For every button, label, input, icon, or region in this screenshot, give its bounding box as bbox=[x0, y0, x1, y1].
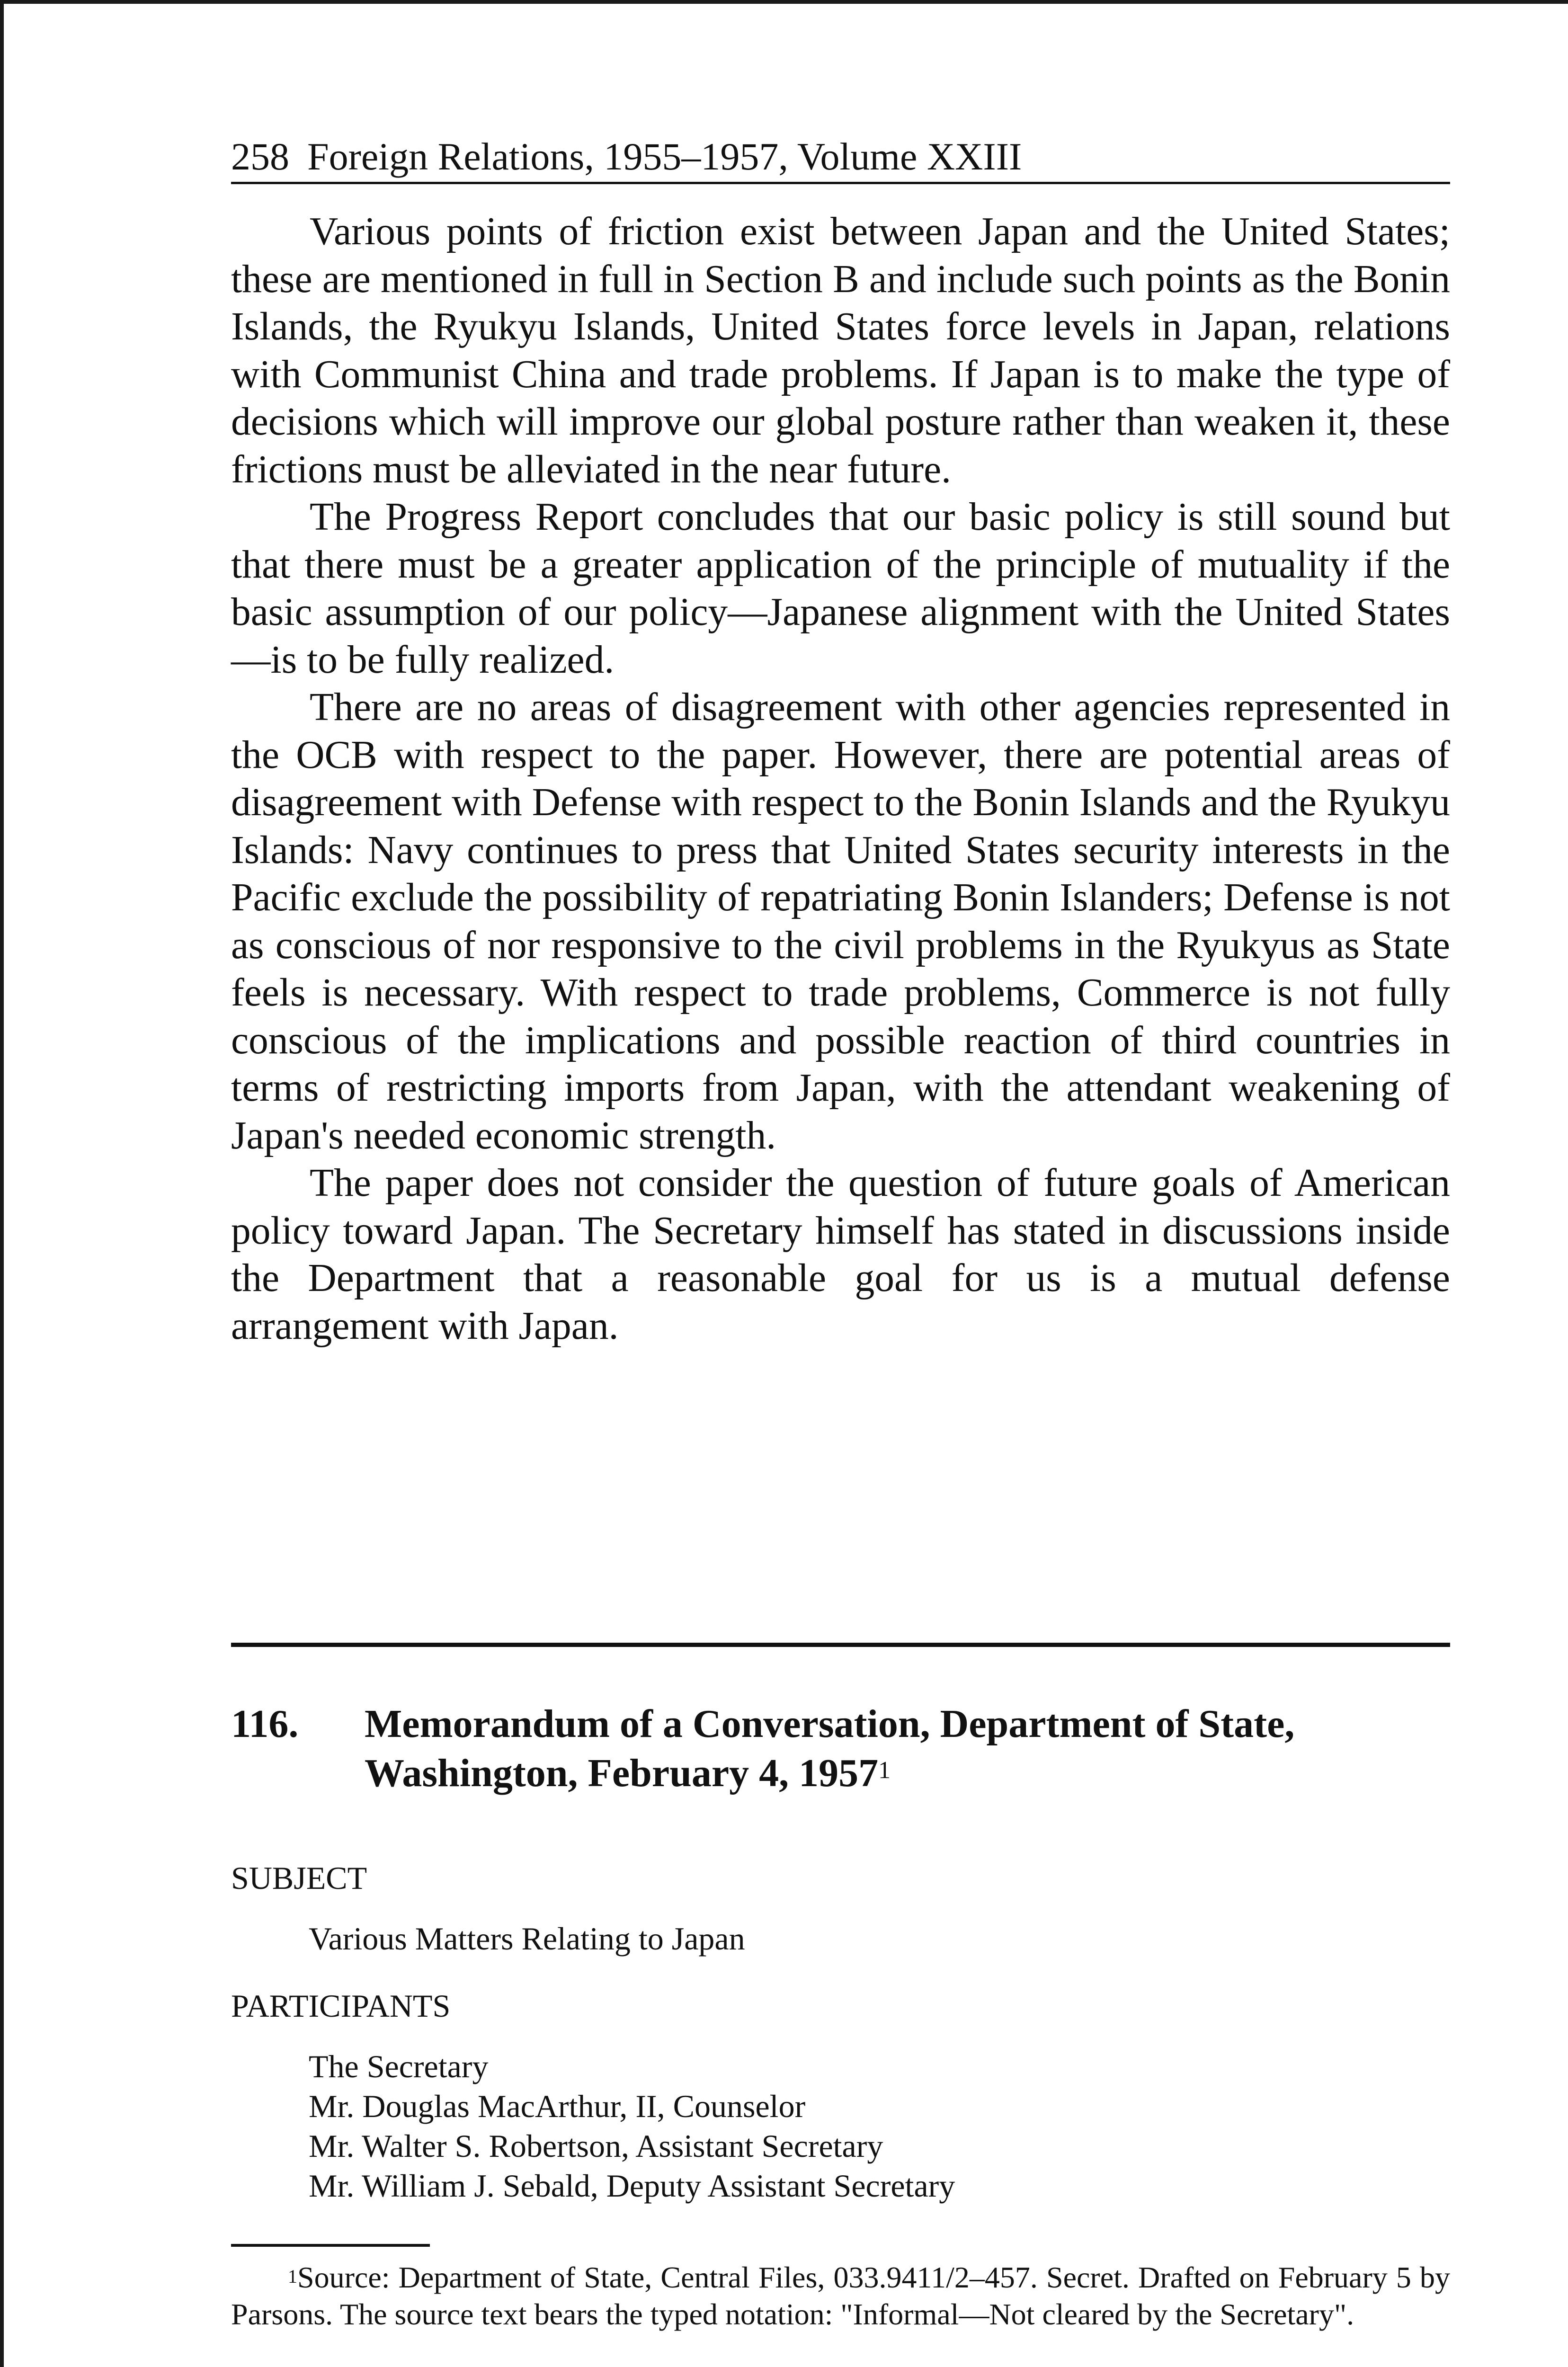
document-number: 116. bbox=[231, 1702, 299, 1746]
paragraph-4: The paper does not consider the question of future goals of American policy toward Japan. The Secretary himself has stated in discussions inside the Department that a reasonable goal for us is a mutual defense arrangement with Japan. bbox=[231, 1161, 1450, 1348]
footnote bbox=[231, 2259, 1450, 2333]
paragraph-3: There are no areas of disagreement with other agencies represented in the OCB with respect to the paper. However, there are potential areas of disagreement with Defense with respect to the Bonin Islands and the Ryukyu Islands: Navy continues to press that United States security interests in the Pacific exclude the possibility of repatriating Bonin Islanders; Defense is not as conscious of nor responsive to the civil problems in the Ryukyus as State feels is necessary. With respect to trade problems, Commerce is not fully conscious of the implications and possible reaction of third countries in terms of restricting imports from Japan, with the attendant weakening of Japan's needed economic strength. bbox=[231, 685, 1450, 1157]
participant-item: The Secretary bbox=[309, 2048, 489, 2084]
participants-label: PARTICIPANTS bbox=[231, 1988, 451, 2024]
paragraph-1: Various points of friction exist between Japan and the United States; these are mentioned in full in Section B and include such points as the Bonin Islands, the Ryukyu Islands, United States force levels in Japan, relations with Communist China and trade problems. If Japan is to make the type of decisions which will improve our global posture rather than weaken it, these frictions must be alleviated in the near future. bbox=[231, 210, 1450, 491]
footnote-marker: 1 bbox=[288, 2266, 297, 2287]
scan-border-top bbox=[0, 0, 1568, 4]
volume-title: Foreign Relations, 1955–1957, Volume XXIII bbox=[307, 135, 1022, 178]
document-title-line-2: Washington, February 4, 1957 bbox=[365, 1751, 879, 1795]
subject-value: Various Matters Relating to Japan bbox=[309, 1921, 745, 1957]
document-heading bbox=[231, 1700, 1450, 1798]
scan-border-left bbox=[0, 0, 4, 2367]
footnote-rule bbox=[231, 2244, 430, 2247]
subject-block bbox=[231, 1858, 1450, 1958]
document-title bbox=[365, 1700, 1450, 1798]
participants-list bbox=[231, 2047, 1450, 2206]
page-number: 258 bbox=[231, 135, 289, 178]
paragraph-2: The Progress Report concludes that our basic policy is still sound but that there must be a greater application of the principle of mutuality if the basic assumption of our policy—Japanese alignment with the United States—is to be fully realized. bbox=[231, 495, 1450, 682]
section-divider bbox=[231, 1643, 1450, 1647]
footnote-text: Source: Department of State, Central Files, 033.9411/2–457. Secret. Drafted on February 5 by Parsons. The source text bears the typed notation: "Informal—Not cleared by the Secretary". bbox=[231, 2260, 1450, 2331]
subject-label: SUBJECT bbox=[231, 1860, 367, 1896]
body-text bbox=[231, 208, 1450, 1350]
participant-item: Mr. Walter S. Robertson, Assistant Secretary bbox=[309, 2128, 883, 2164]
running-head bbox=[231, 137, 1450, 184]
participant-item: Mr. William J. Sebald, Deputy Assistant Secretary bbox=[309, 2168, 955, 2204]
page-content bbox=[231, 137, 1450, 1350]
footnote-reference: 1 bbox=[878, 1757, 891, 1784]
participant-item: Mr. Douglas MacArthur, II, Counselor bbox=[309, 2088, 806, 2124]
participants-block bbox=[231, 1986, 1450, 2206]
document-title-line-1: Memorandum of a Conversation, Department of State, bbox=[365, 1702, 1295, 1746]
